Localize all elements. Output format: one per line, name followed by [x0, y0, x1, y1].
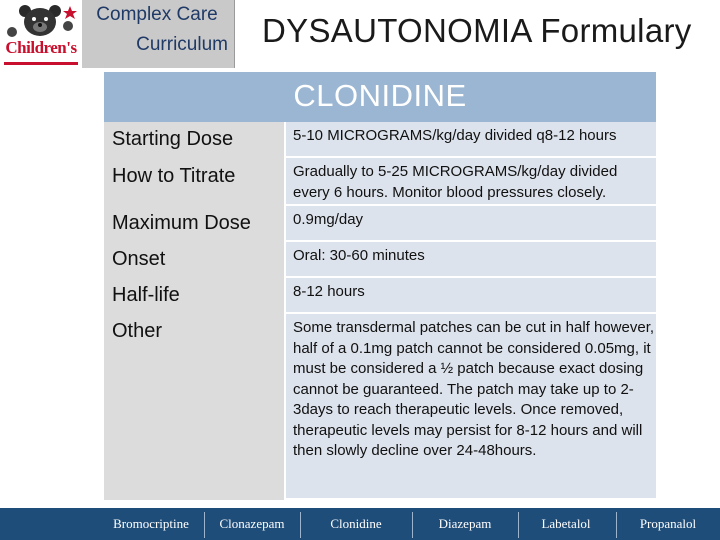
drug-name: CLONIDINE — [293, 78, 467, 113]
footer-divider — [518, 512, 519, 538]
footer-nav — [0, 508, 720, 540]
footer-link-propanalol[interactable]: Propanalol — [639, 516, 697, 531]
footer-divider — [300, 512, 301, 538]
row-value-max-dose: 0.9mg/day — [284, 206, 656, 242]
footer-link-labetalol[interactable]: Labetalol — [541, 516, 591, 531]
course-box — [82, 0, 235, 68]
footer-divider — [204, 512, 205, 538]
logo-text: Children's — [5, 38, 77, 57]
footer-link-clonazepam[interactable]: Clonazepam — [219, 516, 285, 531]
row-label-other: Other — [112, 320, 163, 342]
row-label-starting-dose: Starting Dose — [112, 128, 234, 150]
header — [0, 0, 720, 70]
footer-link-clonidine[interactable]: Clonidine — [330, 516, 382, 531]
course-line-1: Complex Care — [96, 4, 218, 25]
page-title: DYSAUTONOMIA Formulary — [262, 12, 692, 49]
footer-link-diazepam[interactable]: Diazepam — [438, 516, 492, 531]
row-label-onset: Onset — [112, 248, 166, 270]
row-label-titrate: How to Titrate — [112, 165, 236, 187]
footer-divider — [616, 512, 617, 538]
row-label-half-life: Half-life — [112, 284, 180, 306]
childrens-logo — [0, 0, 82, 68]
footer-divider — [412, 512, 413, 538]
row-value-half-life: 8-12 hours — [284, 278, 656, 314]
row-label-max-dose: Maximum Dose — [112, 212, 251, 234]
drug-banner — [104, 72, 656, 122]
row-value-onset: Oral: 30-60 minutes — [284, 242, 656, 278]
row-value-titrate: Gradually to 5-25 MICROGRAMS/kg/day divided every 6 hours. Monitor blood pressures closely. — [284, 158, 656, 206]
row-value-starting-dose: 5-10 MICROGRAMS/kg/day divided q8-12 hours — [284, 122, 656, 158]
footer-link-bromocriptine[interactable]: Bromocriptine — [113, 516, 189, 531]
row-value-other: Some transdermal patches can be cut in half however, half of a 0.1mg patch cannot be considered 0.05mg, it must be considered a ½ patch because exact dosing cannot be guaranteed. The patch may take up to 2-3days to reach therapeutic levels. Once removed, therapeutic levels may persist for 8-12 hours and will then slowly decline over 24-48hours. — [284, 314, 656, 500]
course-line-2: Curriculum — [136, 34, 228, 55]
